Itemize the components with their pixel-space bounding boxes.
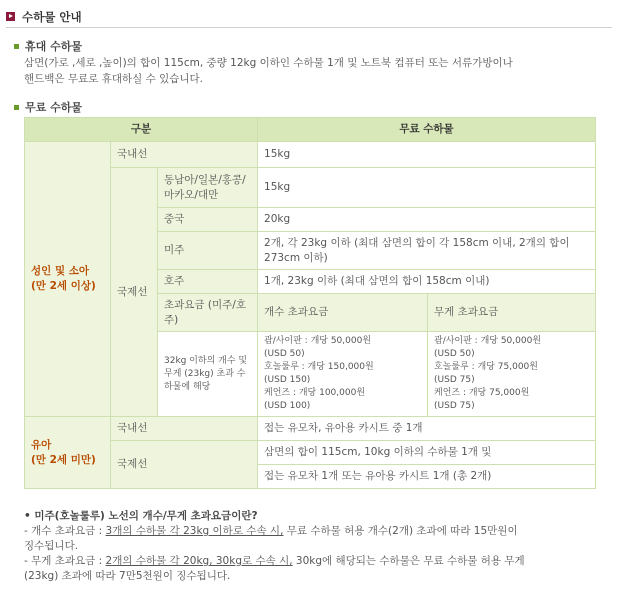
- count-note: [24, 524, 604, 539]
- title-bar: [6, 6, 612, 28]
- excess-count-values: [258, 332, 428, 417]
- carry-on-description: [24, 55, 604, 87]
- weight-note: [24, 554, 604, 569]
- carry-on-line-2: 핸드백은 무료로 휴대하실 수 있습니다.: [24, 73, 203, 85]
- count-line: (USD 150): [264, 375, 311, 385]
- count-line: 호놀룰루 : 개당 150,000원: [264, 362, 374, 372]
- group-infant-age: (만 2세 미만): [31, 453, 96, 466]
- region-americas: 미주: [158, 232, 258, 270]
- count-note-prefix: - 개수 초과요금 :: [24, 525, 106, 537]
- region-southeast-asia: 동남아/일본/홍콩/마카오/대만: [158, 168, 258, 208]
- excess-count-header: 개수 초과요금: [258, 294, 428, 332]
- weight-line: (USD 50): [434, 349, 475, 359]
- excess-weight-values: [428, 332, 596, 417]
- group-adult-age: (만 2세 이상): [31, 280, 96, 292]
- weight-note-rest: 30kg에 해당되는 수하물은 무료 수하물 허용 무게: [292, 555, 525, 567]
- count-line: (USD 100): [264, 401, 311, 411]
- count-note-underline: 3개의 수하물 각 23kg 이하로 수속 시,: [105, 525, 284, 537]
- excess-weight-header: 무게 초과요금: [428, 294, 596, 332]
- table-row: [25, 441, 596, 465]
- infant-intl-value-2: 접는 유모차 1개 또는 유아용 카시트 1개 (총 2개): [258, 465, 596, 489]
- carry-on-line-1: 삼면(가로 ,세로 ,높이)의 합이 115cm, 중량 12kg 이하인 수하물 1개 및 노트북 컴퓨터 또는 서류가방이나: [24, 57, 513, 69]
- weight-line: 케언즈 : 개당 75,000원: [434, 388, 530, 398]
- excess-fee-notes: [24, 509, 604, 584]
- count-line: 케언즈 : 개당 100,000원: [264, 388, 366, 398]
- title-arrow-icon: [6, 12, 15, 21]
- americas-value: 2개, 각 23kg 이하 (최대 삼면의 합이 각 158cm 이내, 2개의 합이 273cm 이하): [258, 232, 596, 270]
- group-infant-label: 유아: [31, 438, 52, 451]
- infant-domestic-value: 접는 유모차, 유아용 카시트 중 1개: [258, 417, 596, 441]
- excess-description: 32kg 이하의 개수 및 무게 (23kg) 초과 수하물에 해당: [158, 332, 258, 417]
- page-title: 수하물 안내: [22, 9, 82, 24]
- table-row: [25, 417, 596, 441]
- table-header-row: [25, 118, 596, 142]
- weight-note-underline: 2개의 수하물 각 20kg, 30kg로 수속 시,: [105, 555, 293, 567]
- weight-note-prefix: - 무게 초과요금 :: [24, 555, 106, 567]
- route-domestic: 국내선: [111, 142, 258, 168]
- weight-line: 괌/사이판 : 개당 50,000원: [434, 336, 542, 346]
- group-infant: [25, 417, 111, 489]
- notes-heading: [24, 509, 604, 524]
- notes-heading-text: • 미주(호놀룰루) 노선의 개수/무게 초과요금이란?: [24, 510, 258, 522]
- china-value: 20kg: [258, 208, 596, 232]
- southeast-asia-value: 15kg: [258, 168, 596, 208]
- weight-line: (USD 75): [434, 375, 475, 385]
- square-bullet-icon: [14, 105, 19, 110]
- domestic-value: 15kg: [258, 142, 596, 168]
- carry-on-heading-text: 휴대 수하물: [25, 40, 82, 53]
- weight-line: 호놀룰루 : 개당 75,000원: [434, 362, 538, 372]
- group-adult-child: [25, 142, 111, 417]
- region-china: 중국: [158, 208, 258, 232]
- excess-fee-label: 초과요금 (미주/호주): [158, 294, 258, 332]
- header-category: 구분: [25, 118, 258, 142]
- route-international: 국제선: [111, 168, 158, 417]
- carry-on-heading: [14, 38, 82, 54]
- square-bullet-icon: [14, 44, 19, 49]
- count-line: 괌/사이판 : 개당 50,000원: [264, 336, 372, 346]
- free-baggage-table: [24, 117, 596, 489]
- weight-line: (USD 75): [434, 401, 475, 411]
- count-note-line-2: 징수됩니다.: [24, 540, 79, 552]
- weight-note-line-2: (23kg) 초과에 따라 7만5천원이 징수됩니다.: [24, 570, 231, 582]
- count-note-rest: 무료 수하물 허용 개수(2개) 초과에 따라 15만원이: [283, 525, 518, 537]
- count-line: (USD 50): [264, 349, 305, 359]
- group-adult-label: 성인 및 소아: [31, 265, 90, 277]
- table-row: [25, 142, 596, 168]
- region-australia: 호주: [158, 270, 258, 294]
- infant-route-international: 국제선: [111, 441, 258, 489]
- infant-intl-value-1: 삼면의 합이 115cm, 10kg 이하의 수하물 1개 및: [258, 441, 596, 465]
- australia-value: 1개, 23kg 이하 (최대 삼면의 합이 158cm 이내): [258, 270, 596, 294]
- free-baggage-heading: [14, 99, 82, 115]
- free-baggage-heading-text: 무료 수하물: [25, 101, 82, 114]
- header-free-baggage: 무료 수하물: [258, 118, 596, 142]
- table-row: [25, 168, 596, 208]
- infant-route-domestic: 국내선: [111, 417, 258, 441]
